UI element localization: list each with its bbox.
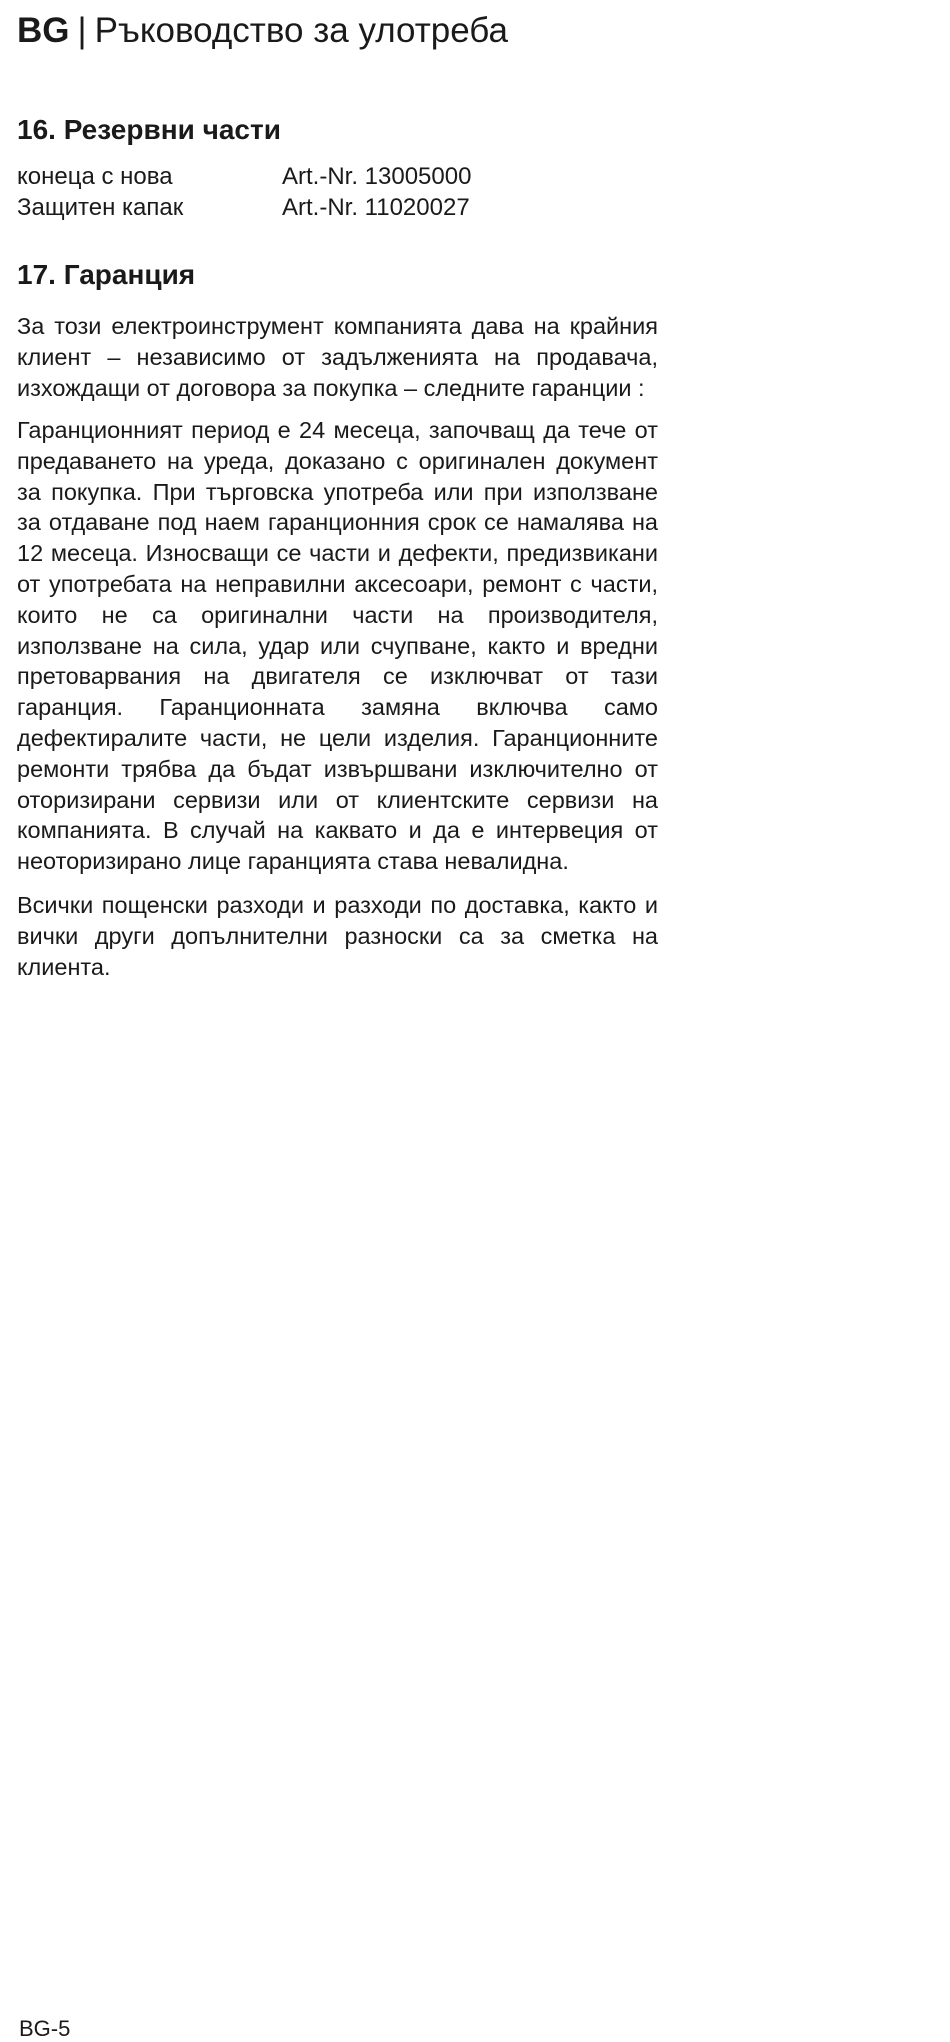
page-number: BG-5: [19, 2016, 71, 2041]
spare-part-number: Art.-Nr. 11020027: [282, 194, 470, 221]
spare-parts-list: [17, 161, 471, 223]
header-separator: |: [77, 11, 87, 50]
section-16-title: 16. Резервни части: [17, 114, 281, 145]
spare-part-row: [17, 161, 471, 192]
language-code: BG: [17, 11, 70, 50]
warranty-costs-paragraph: Всички пощенски разходи и разходи по доставка, както и вички други допълнителни разноски са за сметка на клиента.: [17, 892, 658, 980]
spare-part-name: конеца с нова: [17, 163, 173, 190]
spare-part-number: Art.-Nr. 13005000: [282, 163, 472, 190]
section-17-title: 17. Гаранция: [17, 259, 196, 290]
manual-title: Ръководство за улотреба: [94, 11, 508, 50]
spare-part-name: Защитен капак: [17, 194, 184, 221]
spare-part-row: [17, 192, 471, 223]
warranty-terms-paragraph: Гаранционният период е 24 месеца, започващ да тече от предаването на уреда, доказано с оригинален документ за покупка. При търговска употреба или при използване за отдаване под наем гаранционния срок се намалява на 12 месеца. Износващи се части и дефекти, предизвикани от употребата на неправилни аксесоари, ремонт с части, които не са оригинални части на производителя, използване на сила, удар или счупване, както и вредни претоварвания на двигателя се изключват от тази гаранция. Гаранционната замяна включва само дефектиралите части, не цели изделия. Гаранционните ремонти трябва да бъдат извършвани изключително от оторизирани сервизи или от клиентските сервизи на компанията. В случай на каквато и да е интервеция от неоторизирано лице гаранцията става невалидна.: [17, 417, 658, 875]
page-header: [17, 8, 508, 54]
warranty-intro-paragraph: За този електроинструмент компанията дава на крайния клиент – независимо от задълженията на продавача, изхождащи от договора за покупка – следните гаранции :: [17, 313, 658, 401]
